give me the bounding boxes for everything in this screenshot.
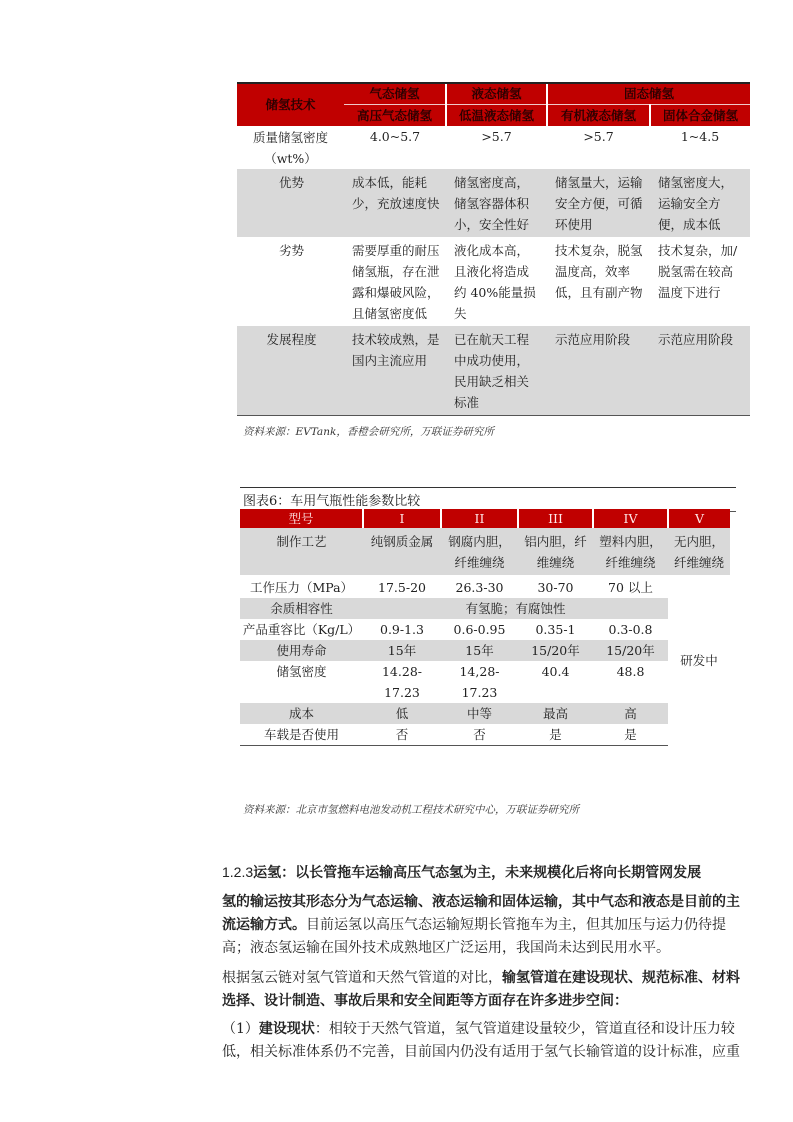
- table-row: [240, 575, 730, 598]
- row-label: 优势: [237, 169, 344, 237]
- table-cell: 技术复杂，加/脱氢需在较高温度下进行: [658, 243, 738, 300]
- row-label: 产品重容比（Kg/L）: [242, 622, 361, 637]
- group-header: 气态储氢: [344, 83, 446, 105]
- table-cell: 15年: [363, 640, 441, 661]
- table-header-row: [240, 509, 730, 528]
- table-cell: 否: [441, 724, 518, 746]
- row-label: 发展程度: [237, 326, 344, 416]
- table-cell: 15/20年: [518, 640, 593, 661]
- table-cell: 17.5-20: [378, 580, 426, 595]
- table-cell: 30-70: [537, 580, 574, 595]
- table-row: [237, 326, 750, 416]
- table-cell: 40.4: [541, 664, 570, 679]
- figure-title: 图表6：车用气瓶性能参数比较: [240, 487, 736, 512]
- hydrogen-storage-table: [237, 82, 750, 416]
- table-cell: 是: [593, 724, 668, 746]
- table2-source: 资料来源：北京市氢燃料电池发动机工程技术研究中心，万联证券研究所: [243, 804, 579, 816]
- table-cell: 塑料内胆，纤维缠绕: [593, 528, 668, 575]
- table-cell: 液化成本高，且液化将造成约 40%能量损失: [454, 243, 536, 321]
- table-row: [240, 598, 730, 619]
- table-cell: 4.0~5.7: [369, 129, 421, 144]
- gas-cylinder-table: [240, 509, 730, 746]
- table-cell: 0.3-0.8: [608, 622, 653, 637]
- table-cell: 0.9-1.3: [380, 622, 424, 637]
- table-row: [240, 640, 730, 661]
- paragraph-bold: 建设现状: [258, 1021, 315, 1037]
- table-cell: 14.28-17.23: [381, 664, 422, 700]
- table-cell: 是: [518, 724, 593, 746]
- table-cell: 钢腐内胆，纤维缠绕: [441, 528, 518, 575]
- table-cell: 48.8: [616, 664, 645, 679]
- table-cell: >5.7: [583, 129, 614, 144]
- table-cell: 需要厚重的耐压储氢瓶，存在泄露和爆破风险，且储氢密度低: [352, 243, 440, 321]
- table-row: [240, 619, 730, 640]
- v-status-cell: 研发中: [668, 575, 730, 746]
- header-cell: IV: [593, 509, 668, 528]
- table-cell: 技术复杂，脱氢温度高，效率低，且有副产物: [555, 243, 643, 300]
- header-cell: II: [441, 509, 518, 528]
- table-cell: 无内胆，纤维缠绕: [668, 528, 730, 575]
- header-cell: I: [363, 509, 441, 528]
- paragraph: [222, 967, 744, 1013]
- row-label: 使用寿命: [240, 640, 363, 661]
- section-heading: [222, 861, 744, 885]
- table-cell: 技术较成熟，是国内主流应用: [344, 326, 446, 416]
- subheader: 高压气态储氢: [344, 105, 446, 127]
- table-cell: 70 以上: [608, 580, 653, 595]
- paragraph: [222, 1018, 744, 1064]
- table-cell: 储氢密度高，储氢容器体积小，安全性好: [446, 169, 547, 237]
- table-cell: 0.6-0.95: [453, 622, 506, 637]
- paragraph-bold: 输氢管道在建设现状、规范标准、材料选择、设计制造、事故后果和安全间距等方面存在许多进步空间：: [222, 970, 740, 1009]
- table-cell: 已在航天工程中成功使用，民用缺乏相关标准: [446, 326, 547, 416]
- table-cell: 低: [363, 703, 441, 724]
- table-row: [237, 169, 750, 237]
- row-label: 车载是否使用: [240, 724, 363, 746]
- header-cell: 型号: [240, 509, 363, 528]
- table-cell: 26.3-30: [455, 580, 504, 595]
- list-number: （1）: [222, 1021, 259, 1037]
- table-header-row: [237, 83, 750, 105]
- table1-source: 资料来源：EVTank，香橙会研究所，万联证券研究所: [243, 426, 494, 438]
- group-header: 固态储氢: [547, 83, 750, 105]
- table-row: [237, 237, 750, 326]
- table-cell: 15/20年: [593, 640, 668, 661]
- table-cell: 中等: [441, 703, 518, 724]
- table-cell: 示范应用阶段: [547, 326, 650, 416]
- table-cell: 高: [593, 703, 668, 724]
- table-cell: 储氢密度大，运输安全方便，成本低: [650, 169, 750, 237]
- table-row: [240, 703, 730, 724]
- table-cell: 否: [363, 724, 441, 746]
- table-row: [237, 126, 750, 169]
- section-number: 1.2.3: [222, 864, 254, 880]
- subheader: 低温液态储氢: [446, 105, 547, 127]
- group-header: 液态储氢: [446, 83, 547, 105]
- table-cell: 纯钢质金属: [363, 528, 441, 575]
- table-cell: 最高: [518, 703, 593, 724]
- paragraph-bold: 氢的输运按其形态分为气态运输、液态运输和固体运输，其中气态和液态是目前的主流运输方式。: [222, 894, 740, 933]
- subheader: 有机液态储氢: [547, 105, 650, 127]
- row-label: 成本: [240, 703, 363, 724]
- row-label: 制作工艺: [240, 528, 363, 575]
- table-cell: 成本低，能耗少，充放速度快: [344, 169, 446, 237]
- paragraph-text: 根据氢云链对氢气管道和天然气管道的对比，: [222, 970, 502, 986]
- table-cell: >5.7: [481, 129, 512, 144]
- row-label: 储氢密度: [276, 664, 327, 679]
- header-cell: V: [668, 509, 730, 528]
- table-cell: 14,28-17.23: [459, 664, 500, 700]
- table-corner-header: 储氢技术: [237, 83, 344, 126]
- paragraph-text: ：相较于天然气管道，氢气管道建设量较少，管道直径和设计压力较低，相关标准体系仍不完善，目前国内仍没有适用于氢气长输管道的设计标准，应重: [222, 1021, 740, 1060]
- table-cell: 示范应用阶段: [650, 326, 750, 416]
- header-cell: III: [518, 509, 593, 528]
- table-cell: 1~4.5: [680, 129, 720, 144]
- row-label: 质量储氢密度（wt%）: [252, 130, 328, 166]
- row-label: 劣势: [278, 243, 304, 258]
- table-cell: 0.35-1: [535, 622, 576, 637]
- table-cell: 铝内胆，纤维缠绕: [518, 528, 593, 575]
- row-label: 余质相容性: [240, 598, 363, 619]
- table-cell: 有氢脆；有腐蚀性: [363, 598, 668, 619]
- paragraph: [222, 891, 744, 960]
- table-row: [240, 528, 730, 575]
- table-row: [240, 661, 730, 703]
- row-label: 工作压力（MPa）: [249, 580, 354, 595]
- table-row: [240, 724, 730, 746]
- table-cell: 储氢量大，运输安全方便，可循环使用: [547, 169, 650, 237]
- paragraph-text: 目前运氢以高压气态运输短期长管拖车为主，但其加压与运力仍待提高；液态氢运输在国外技术成熟地区广泛运用，我国尚未达到民用水平。: [222, 917, 726, 956]
- section-heading-text: 运氢：以长管拖车运输高压气态氢为主，未来规模化后将向长期管网发展: [253, 865, 702, 881]
- table-cell: 15年: [441, 640, 518, 661]
- subheader: 固体合金储氢: [650, 105, 750, 127]
